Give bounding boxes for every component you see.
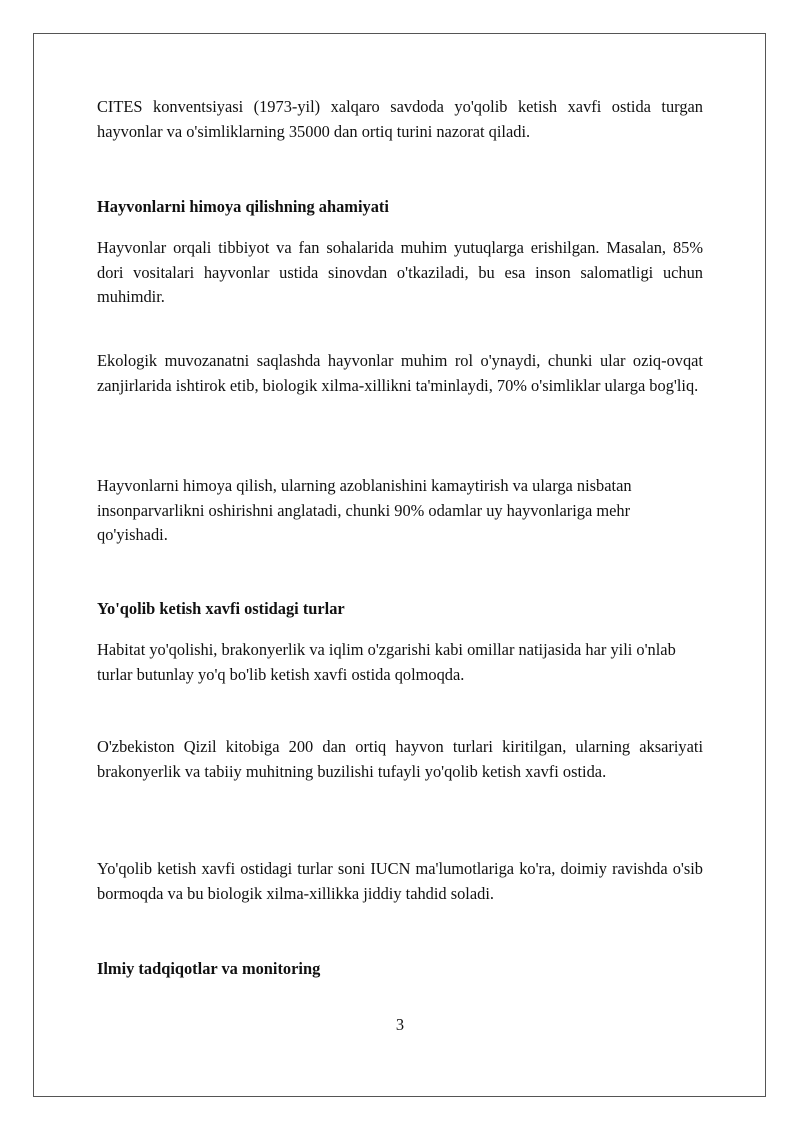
paragraph-endangered-3: Yo'qolib ketish xavfi ostidagi turlar soni IUCN ma'lumotlariga ko'ra, doimiy ravishda o'sib bormoqda va bu biologik xilma-xillikka jiddiy tahdid soladi. [97,859,703,903]
paragraph-importance-2: Ekologik muvozanatni saqlashda hayvonlar muhim rol o'ynaydi, chunki ular oziq-ovqat zanjirlarida ishtirok etib, biologik xilma-xillikni ta'minlaydi, 70% o'simliklar ularga bog'liq. [97,351,703,395]
paragraph-importance-1: Hayvonlar orqali tibbiyot va fan sohalarida muhim yutuqlarga erishilgan. Masalan, 85% dori vositalari hayvonlar ustida sinovdan o'tkaziladi, bu esa inson salomatligi uchun muhimdir. [97,238,703,306]
heading-research: Ilmiy tadqiqotlar va monitoring [97,959,321,978]
heading-importance: Hayvonlarni himoya qilishning ahamiyati [97,197,389,216]
paragraph-cites: CITES konventsiyasi (1973-yil) xalqaro savdoda yo'qolib ketish xavfi ostida turgan hayvonlar va o'simliklarning 35000 dan ortiq turini nazorat qiladi. [97,97,703,141]
paragraph-endangered-1: Habitat yo'qolishi, brakonyerlik va iqlim o'zgarishi kabi omillar natijasida har yili o'nlab turlar butunlay yo'q bo'lib ketish xavfi ostida qolmoqda. [97,640,676,684]
paragraph-importance-3: Hayvonlarni himoya qilish, ularning azoblanishini kamaytirish va ularga nisbatan insonparvarlikni oshirishni anglatadi, chunki 90% odamlar uy hayvonlariga mehr qo'yishadi. [97,476,632,544]
heading-endangered: Yo'qolib ketish xavfi ostidagi turlar [97,599,345,618]
page-number: 3 [395,1015,405,1034]
page-border [33,33,766,1097]
paragraph-endangered-2: O'zbekiston Qizil kitobiga 200 dan ortiq hayvon turlari kiritilgan, ularning aksariyati brakonyerlik va tabiiy muhitning buzilishi tufayli yo'qolib ketish xavfi ostida. [97,737,703,781]
